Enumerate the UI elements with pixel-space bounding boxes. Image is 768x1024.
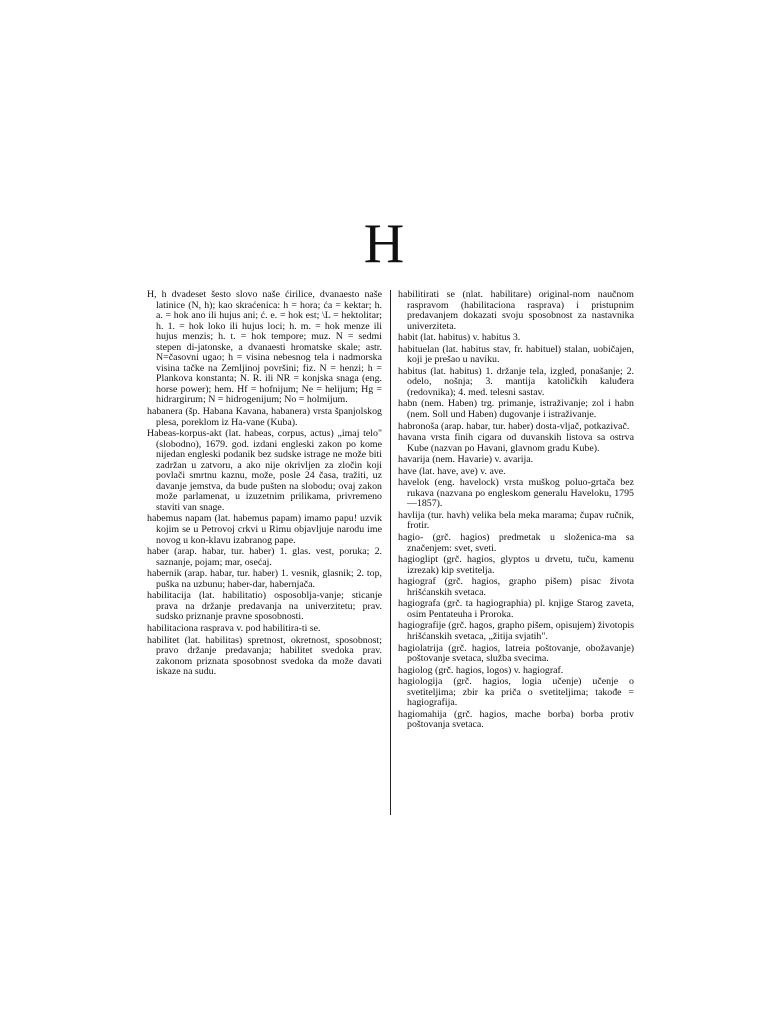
column-divider bbox=[390, 290, 391, 815]
dictionary-entry: habernik (arap. habar, tur. haber) 1. vesnik, glasnik; 2. top, puška na uzbunu; haber-dar, habernjača. bbox=[147, 568, 382, 590]
dictionary-entry: habn (nem. Haben) trg. primanje, istraživanje; zol i habn (nem. Soll und Haben) dugovanje i istraživanje. bbox=[398, 398, 634, 421]
dictionary-entry: havarija (nem. Havarie) v. avarija. bbox=[398, 454, 534, 466]
dictionary-entry: habilitaciona rasprava v. pod habilitira-ti se. bbox=[147, 622, 321, 634]
dictionary-entry: Habeas-korpus-akt (lat. habeas, corpus, actus) „imaj telo" (slobodno), 1679. god. izdani engleski zakon po kome nijedan engleski podanik bez sudske istrage ne može biti zadržan u zatvoru, a ako nije okrivljen za zločin koji povlači smrtnu kaznu, može, posle 24 časa, tražiti, uz davanje jemstva, da bude pušten na slobodu; ovaj zakon može parlamenat, u izuzetnim prilikama, privremeno staviti van snage. bbox=[147, 428, 382, 513]
dictionary-entry: habilitirati se (nlat. habilitare) original-nom naučnom raspravom (habilitaciona rasprava) i pristupnim predavanjem dokazati svoju sposobnost za nastavnika univerziteta. bbox=[398, 289, 634, 332]
dictionary-entry: hagiologija (grč. hagios, logia učenje) učenje o svetiteljima; zbir ka priča o svetiteljima; takođe = hagiografija. bbox=[398, 676, 634, 709]
dictionary-entry: have (lat. have, ave) v. ave. bbox=[398, 465, 506, 477]
dictionary-entry: hagio- (grč. hagios) predmetak u složenica-ma sa značenjem: svet, sveti. bbox=[398, 532, 634, 554]
dictionary-entry: habituelan (lat. habitus stav, fr. habituel) stalan, uobičajen, koji je prešao u naviku. bbox=[398, 343, 634, 366]
dictionary-entry: haber (arap. habar, tur. haber) 1. glas. vest, poruka; 2. saznanje, pojam; mar, osećaj. bbox=[147, 546, 382, 568]
dictionary-entry: hagiomahija (grč. hagios, mache borba) borba protiv poštovanja svetaca. bbox=[398, 708, 634, 731]
dictionary-entry: H, h dvadeset šesto slovo naše ćirilice, dvanaesto naše latinice (N, h); kao skraćenica: h = hora; ća = kektar; h. a. = hok ano ili hujus ani; ć. e. = hok est; \L = hektolitar; h. 1. = hok loko ili hujus loci; h. m. = hok menze ili hujus menzis; h. t. = hok tempore; muz. N = sedmi stepen di-jatonske, a dvanaesti hromatske skale; astr. N=časovni ugao; h = visina nebesnog tela i nadmorska visina tačke na Zemljinoj površini; fiz. N = henzi; h = Plankova konstanta; N. R. ili NR = konjska snaga (eng. horse power); hem. Hf = hofnijum; Ne = helijum; Hg = hidrargirum; N = hidrogenijum; No = holmijum. bbox=[147, 289, 382, 406]
page-letter-heading: H bbox=[363, 213, 405, 275]
right-column bbox=[398, 290, 634, 732]
dictionary-entry: habemus napam (lat. habemus papam) imamo papu! uzvik kojim se u Petrovoj crkvi u Rimu objavljuje narodu ime novog u kon-klavu izabranog pape. bbox=[147, 513, 382, 546]
dictionary-entry: habitus (lat. habitus) 1. držanje tela, izgled, ponašanje; 2. odelo, nošnja; 3. mantija katoličkih kaluđera (redovnika); 4. med. telesni sastav. bbox=[398, 365, 634, 398]
dictionary-entry: hagiolog (grč. hagios, logos) v. hagiograf. bbox=[398, 664, 564, 676]
dictionary-entry: habit (lat. habitus) v. habitus 3. bbox=[398, 332, 521, 344]
dictionary-entry: havlija (tur. havh) velika bela meka marama; čupav ručnik, frotir. bbox=[398, 509, 634, 532]
dictionary-entry: hagiolatrija (grč. hagios, latreia poštovanje, obožavanje) poštovanje svetaca, služba svecima. bbox=[398, 642, 634, 665]
left-column bbox=[147, 290, 382, 679]
dictionary-entry: hagiograf (grč. hagios, grapho pišem) pisac života hrišćanskih svetaca. bbox=[398, 576, 634, 598]
dictionary-entry: hagioglipt (grč. hagios, glyptos u drvetu, tuču, kamenu izrezak) kip svetitelja. bbox=[398, 554, 634, 576]
dictionary-entry: havana vrsta finih cigara od duvanskih listova sa ostrva Kube (nazvan po Havani, glavnom gradu Kube). bbox=[398, 432, 634, 454]
dictionary-entry: hagiografije (grč. hagos, grapho pišem, opisujem) životopis hrišćanskih svetaca, „žitija svjatih". bbox=[398, 620, 634, 642]
dictionary-entry: hagiografa (grč. ta hagiographia) pl. knjige Starog zaveta, osim Pentateuha i Proroka. bbox=[398, 598, 634, 620]
dictionary-entry: habilitet (lat. habilitas) spretnost, okretnost, sposobnost; pravo držanje predavanja; habilitet svedoka prav. zakonom priznata sposobnost svedoka da može davati iskaze na sudu. bbox=[147, 634, 382, 678]
dictionary-entry: habanera (šp. Habana Kavana, habanera) vrsta španjolskog plesa, poreklom iz Ha-vane (Kuba). bbox=[147, 406, 382, 428]
dictionary-entry: habilitacija (lat. habilitatio) osposoblja-vanje; sticanje prava na držanje predavanja na univerzitetu; prav. sudsko priznanje pravne sposobnosti. bbox=[147, 590, 382, 623]
dictionary-entry: habronoša (arap. habar, tur. haber) dosta-vljač, potkazivač. bbox=[398, 420, 630, 432]
dictionary-entry: havelok (eng. havelock) vrsta muškog poluo-grtača bez rukava (nazvana po engleskom generalu Haveloku, 1795—1857). bbox=[398, 477, 634, 510]
